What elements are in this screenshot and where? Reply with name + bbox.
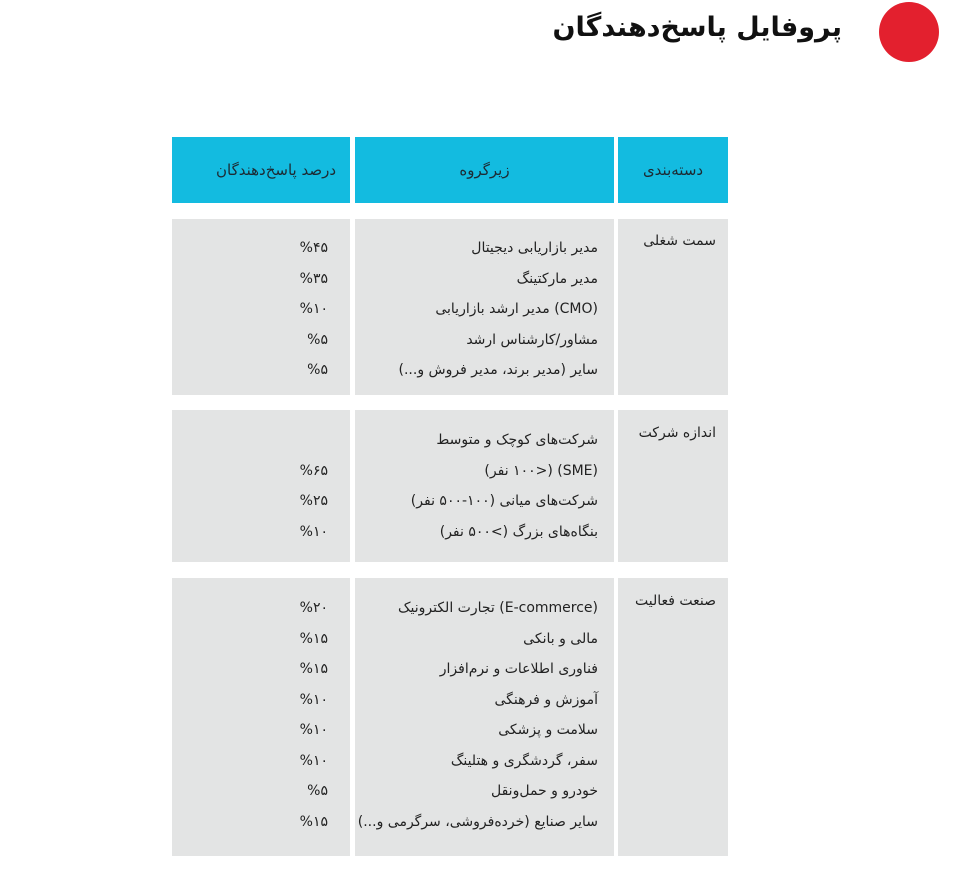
group-company-size-subgroup-cell bbox=[355, 410, 614, 562]
category-label: صنعت فعالیت bbox=[634, 593, 716, 609]
category-label: اندازه شرکت bbox=[638, 425, 716, 441]
percent-value: %۴۵ bbox=[299, 240, 328, 256]
percent-value: %۵ bbox=[307, 362, 328, 378]
subgroup-item: (SME) (<۱۰۰ نفر) bbox=[484, 462, 598, 479]
subgroup-item: مشاور/کارشناس ارشد bbox=[466, 331, 598, 348]
percent-list bbox=[172, 593, 328, 837]
percent-value: %۶۵ bbox=[299, 462, 328, 479]
subgroup-list bbox=[358, 593, 598, 837]
percent-value: %۱۰ bbox=[299, 722, 328, 738]
subgroup-item: شرکت‌های میانی (۱۰۰-۵۰۰ نفر) bbox=[410, 493, 598, 509]
percent-value: %۱۰ bbox=[299, 691, 328, 708]
subgroup-item: (CMO) مدیر ارشد بازاریابی bbox=[435, 301, 598, 317]
group-job-position-category-cell bbox=[618, 219, 728, 395]
subgroup-item: سلامت و پزشکی bbox=[498, 722, 598, 738]
percent-value: %۱۵ bbox=[299, 630, 328, 647]
header-category bbox=[618, 137, 728, 203]
subgroup-item: آموزش و فرهنگی bbox=[494, 691, 598, 708]
percent-value: %۵ bbox=[307, 331, 328, 348]
percent-value bbox=[172, 425, 328, 456]
subgroup-item: مدیر مارکتینگ bbox=[516, 270, 598, 287]
group-industry-subgroup-cell bbox=[355, 578, 614, 856]
header-percent-label: درصد پاسخ‌دهندگان bbox=[215, 161, 336, 179]
percent-value: %۱۰ bbox=[299, 301, 328, 317]
category-label: سمت شغلی bbox=[643, 233, 716, 249]
subgroup-list bbox=[399, 233, 599, 386]
percent-value: %۱۰ bbox=[299, 523, 328, 540]
header-percent bbox=[172, 137, 350, 203]
group-industry-percent-cell bbox=[172, 578, 350, 856]
subgroup-item: (E-commerce) تجارت الکترونیک bbox=[397, 600, 598, 616]
group-job-position-percent-cell bbox=[172, 219, 350, 395]
percent-value: %۱۵ bbox=[299, 661, 328, 677]
percent-value: %۲۵ bbox=[299, 493, 328, 509]
subgroup-item: بنگاه‌های بزرگ (>۵۰۰ نفر) bbox=[439, 523, 598, 540]
page-title: پروفایل پاسخ‌دهندگان bbox=[552, 12, 842, 43]
group-job-position-subgroup-cell bbox=[355, 219, 614, 395]
subgroup-item: مدیر بازاریابی دیجیتال bbox=[471, 240, 598, 256]
subgroup-item: سایر صنایع (خرده‌فروشی، سرگرمی و...) bbox=[357, 813, 598, 830]
header-subgroup bbox=[355, 137, 614, 203]
group-industry-category-cell bbox=[618, 578, 728, 856]
percent-value: %۲۰ bbox=[299, 600, 328, 616]
subgroup-item: سفر، گردشگری و هتلینگ bbox=[450, 752, 598, 769]
title-bullet-dot-icon bbox=[879, 2, 939, 62]
subgroup-list bbox=[411, 425, 598, 547]
header-subgroup-label: زیرگروه bbox=[459, 161, 510, 179]
percent-value: %۳۵ bbox=[299, 270, 328, 287]
percent-value: %۱۰ bbox=[299, 752, 328, 769]
percent-list bbox=[172, 425, 328, 547]
subgroup-item: سایر (مدیر برند، مدیر فروش و...) bbox=[398, 362, 598, 378]
percent-value: %۵ bbox=[307, 783, 328, 799]
subgroup-item: خودرو و حمل‌ونقل bbox=[491, 783, 598, 799]
percent-list bbox=[172, 233, 328, 386]
group-company-size-percent-cell bbox=[172, 410, 350, 562]
subgroup-item: فناوری اطلاعات و نرم‌افزار bbox=[439, 661, 598, 677]
subgroup-item: مالی و بانکی bbox=[523, 630, 598, 647]
subgroup-item: شرکت‌های کوچک و متوسط bbox=[436, 432, 598, 448]
header-category-label: دسته‌بندی bbox=[642, 161, 704, 179]
group-company-size-category-cell bbox=[618, 410, 728, 562]
percent-value: %۱۵ bbox=[299, 813, 328, 830]
